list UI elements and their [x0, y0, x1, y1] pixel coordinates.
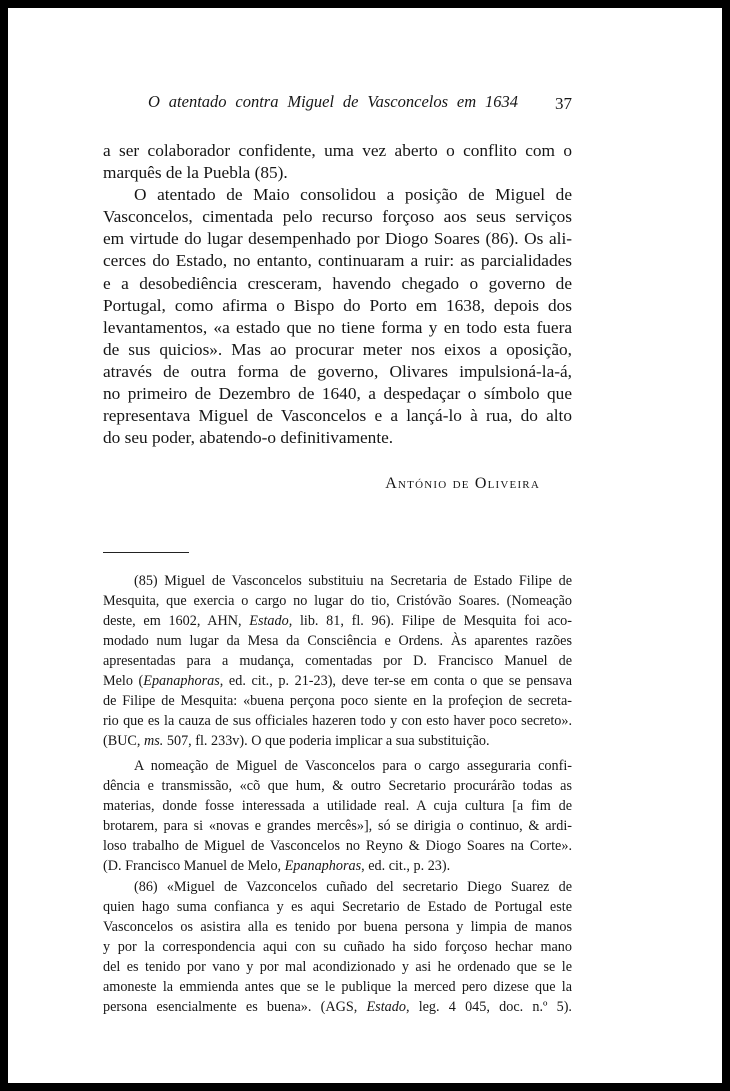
text-line [103, 671, 572, 691]
text-line [103, 591, 572, 611]
text-run: , leg. 4 045, doc. n.º 5). [405, 999, 572, 1015]
text-line [103, 836, 572, 856]
text-line [103, 162, 572, 184]
text-line [103, 361, 572, 383]
text-line [103, 796, 572, 816]
text-run: levantamentos, «a estado que no tiene forma y en todo esta fuera [103, 317, 572, 337]
italic-text-run: Estado [366, 999, 406, 1015]
text-run: brotarem, para si «novas e grandes mercês»], só se dirigia o continuo, & ardi- [103, 818, 572, 834]
text-line [103, 611, 572, 631]
text-run: dência e transmissão, «cõ que hum, & outro Secretario procurárão todas as [103, 778, 572, 794]
text-line [103, 184, 572, 206]
text-run: rio que es la cauza de sus officiales hazeren todo y con esto haver poco secreto». [103, 713, 572, 729]
text-line [103, 206, 572, 228]
text-run: loso trabalho de Miguel de Vasconcelos no Reyno & Diogo Soares na Corte». [103, 838, 572, 854]
text-line [103, 711, 572, 731]
text-line [103, 937, 572, 957]
italic-text-run: Epanaphoras [143, 673, 220, 689]
text-line [103, 228, 572, 250]
text-run: e a desobediência cresceram, havendo chegado o governo de [103, 273, 572, 293]
text-run: , lib. 81, fl. 96). Filipe de Mesquita foi aco- [288, 613, 573, 629]
text-line [103, 816, 572, 836]
italic-text-run: ms. [144, 733, 164, 749]
text-run: Portugal, como afirma o Bispo do Porto em 1638, depois dos [103, 295, 572, 315]
text-line [103, 691, 572, 711]
footnote-85-continuation [103, 756, 572, 876]
text-run: Vasconcelos, cimentada pelo recurso forçoso aos seus serviços [103, 207, 572, 227]
body-paragraph [103, 184, 572, 449]
text-run: (BUC, [103, 733, 144, 749]
italic-text-run: Estado [249, 613, 289, 629]
text-run: de Filipe de Mesquita: «buena perçona poco siente en la profeçion de secreta- [103, 693, 572, 709]
text-run: (D. Francisco Manuel de Melo, [103, 858, 285, 874]
text-line [103, 997, 572, 1017]
text-run: cerces do Estado, no entanto, continuaram a ruir: as parcialidades [103, 251, 572, 271]
text-run: (85) Miguel de Vasconcelos substituiu na Secretaria de Estado Filipe de [134, 573, 572, 589]
text-line [103, 776, 572, 796]
text-run: (86) «Miguel de Vazconcelos cuñado del secretario Diego Suarez de [134, 879, 572, 895]
text-line [103, 339, 572, 361]
italic-text-run: Epanaphoras [284, 858, 362, 874]
text-run: y por la correspondencia aqui con su cuñado ha sido forçoso hechar mano [103, 939, 572, 955]
text-run: de sus quicios». Mas ao procurar meter nos eixos a oposição, [103, 339, 572, 359]
text-line [103, 731, 572, 751]
text-run: a ser colaborador confidente, uma vez aberto o conflito com o [103, 141, 572, 160]
footnote-separator [103, 552, 189, 553]
text-line [103, 427, 572, 449]
footnote-86 [103, 877, 572, 1017]
text-run: Mesquita, que exercia o cargo no lugar do tio, Cristóvão Soares. (Nomeação [103, 593, 572, 609]
author-signature: António de Oliveira [385, 475, 540, 492]
text-run: materias, donde fosse interessada a utilidade real. A cuja cultura [a fim de [103, 798, 572, 814]
text-line [103, 317, 572, 339]
text-run: representava Miguel de Vasconcelos e a lançá-lo à rua, do alto [103, 406, 572, 426]
body-paragraph [103, 140, 572, 184]
running-head-title: O atentado contra Miguel de Vasconcelos em 1634 [148, 92, 518, 111]
text-line [103, 917, 572, 937]
text-run: marquês de la Puebla (85). [103, 163, 288, 183]
text-run: quien hago suma confianca y es aqui Secretario de Estado de Portugal este [103, 899, 572, 915]
text-line [103, 571, 572, 591]
footnote-85 [103, 571, 572, 751]
text-line [103, 295, 572, 317]
text-run: A nomeação de Miguel de Vasconcelos para o cargo asseguraria confi- [134, 758, 572, 774]
text-line [103, 273, 572, 295]
text-line [103, 957, 572, 977]
text-run: no primeiro de Dezembro de 1640, a despedaçar o símbolo que [103, 384, 572, 404]
text-run: 507, fl. 233v). O que poderia implicar a sua substituição. [163, 733, 490, 749]
text-line [103, 631, 572, 651]
text-run: O atentado de Maio consolidou a posição de Miguel de [134, 185, 572, 205]
text-line [103, 140, 572, 162]
text-run: , ed. cit., p. 23). [361, 858, 451, 874]
text-run: del es tenido por vano y por mal acondizionado y asi he ordenado que se le [103, 959, 572, 975]
text-line [103, 897, 572, 917]
text-line [103, 651, 572, 671]
text-run: do seu poder, abatendo-o definitivamente. [103, 428, 394, 448]
text-run: em virtude do lugar desempenhado por Diogo Soares (86). Os ali- [103, 229, 572, 249]
text-line [103, 405, 572, 427]
text-line [103, 756, 572, 776]
text-line [103, 250, 572, 272]
text-run: amoneste la emmienda antes que se le publique la merced pero dizese que la [103, 979, 572, 995]
text-run: Melo ( [103, 673, 144, 689]
page-number: 37 [555, 94, 572, 113]
text-line [103, 856, 572, 876]
text-line [103, 383, 572, 405]
text-run: modado num lugar da Mesa da Consciência e Ordens. Às aparentes razões [103, 633, 572, 649]
text-line [103, 877, 572, 897]
text-run: Vasconcelos os asistira alla es tenido por buena persona y limpia de manos [103, 919, 572, 935]
text-run: através de outra forma de governo, Olivares impulsioná-la-á, [103, 361, 572, 381]
text-line [103, 977, 572, 997]
text-run: apresentadas para a mudança, comentadas por D. Francisco Manuel de [103, 653, 572, 669]
text-run: deste, em 1602, AHN, [103, 613, 250, 629]
text-run: persona esencialmente es buena». (AGS, [103, 999, 367, 1015]
text-run: , ed. cit., p. 21-23), deve ter-se em conta o que se pensava [219, 673, 572, 689]
